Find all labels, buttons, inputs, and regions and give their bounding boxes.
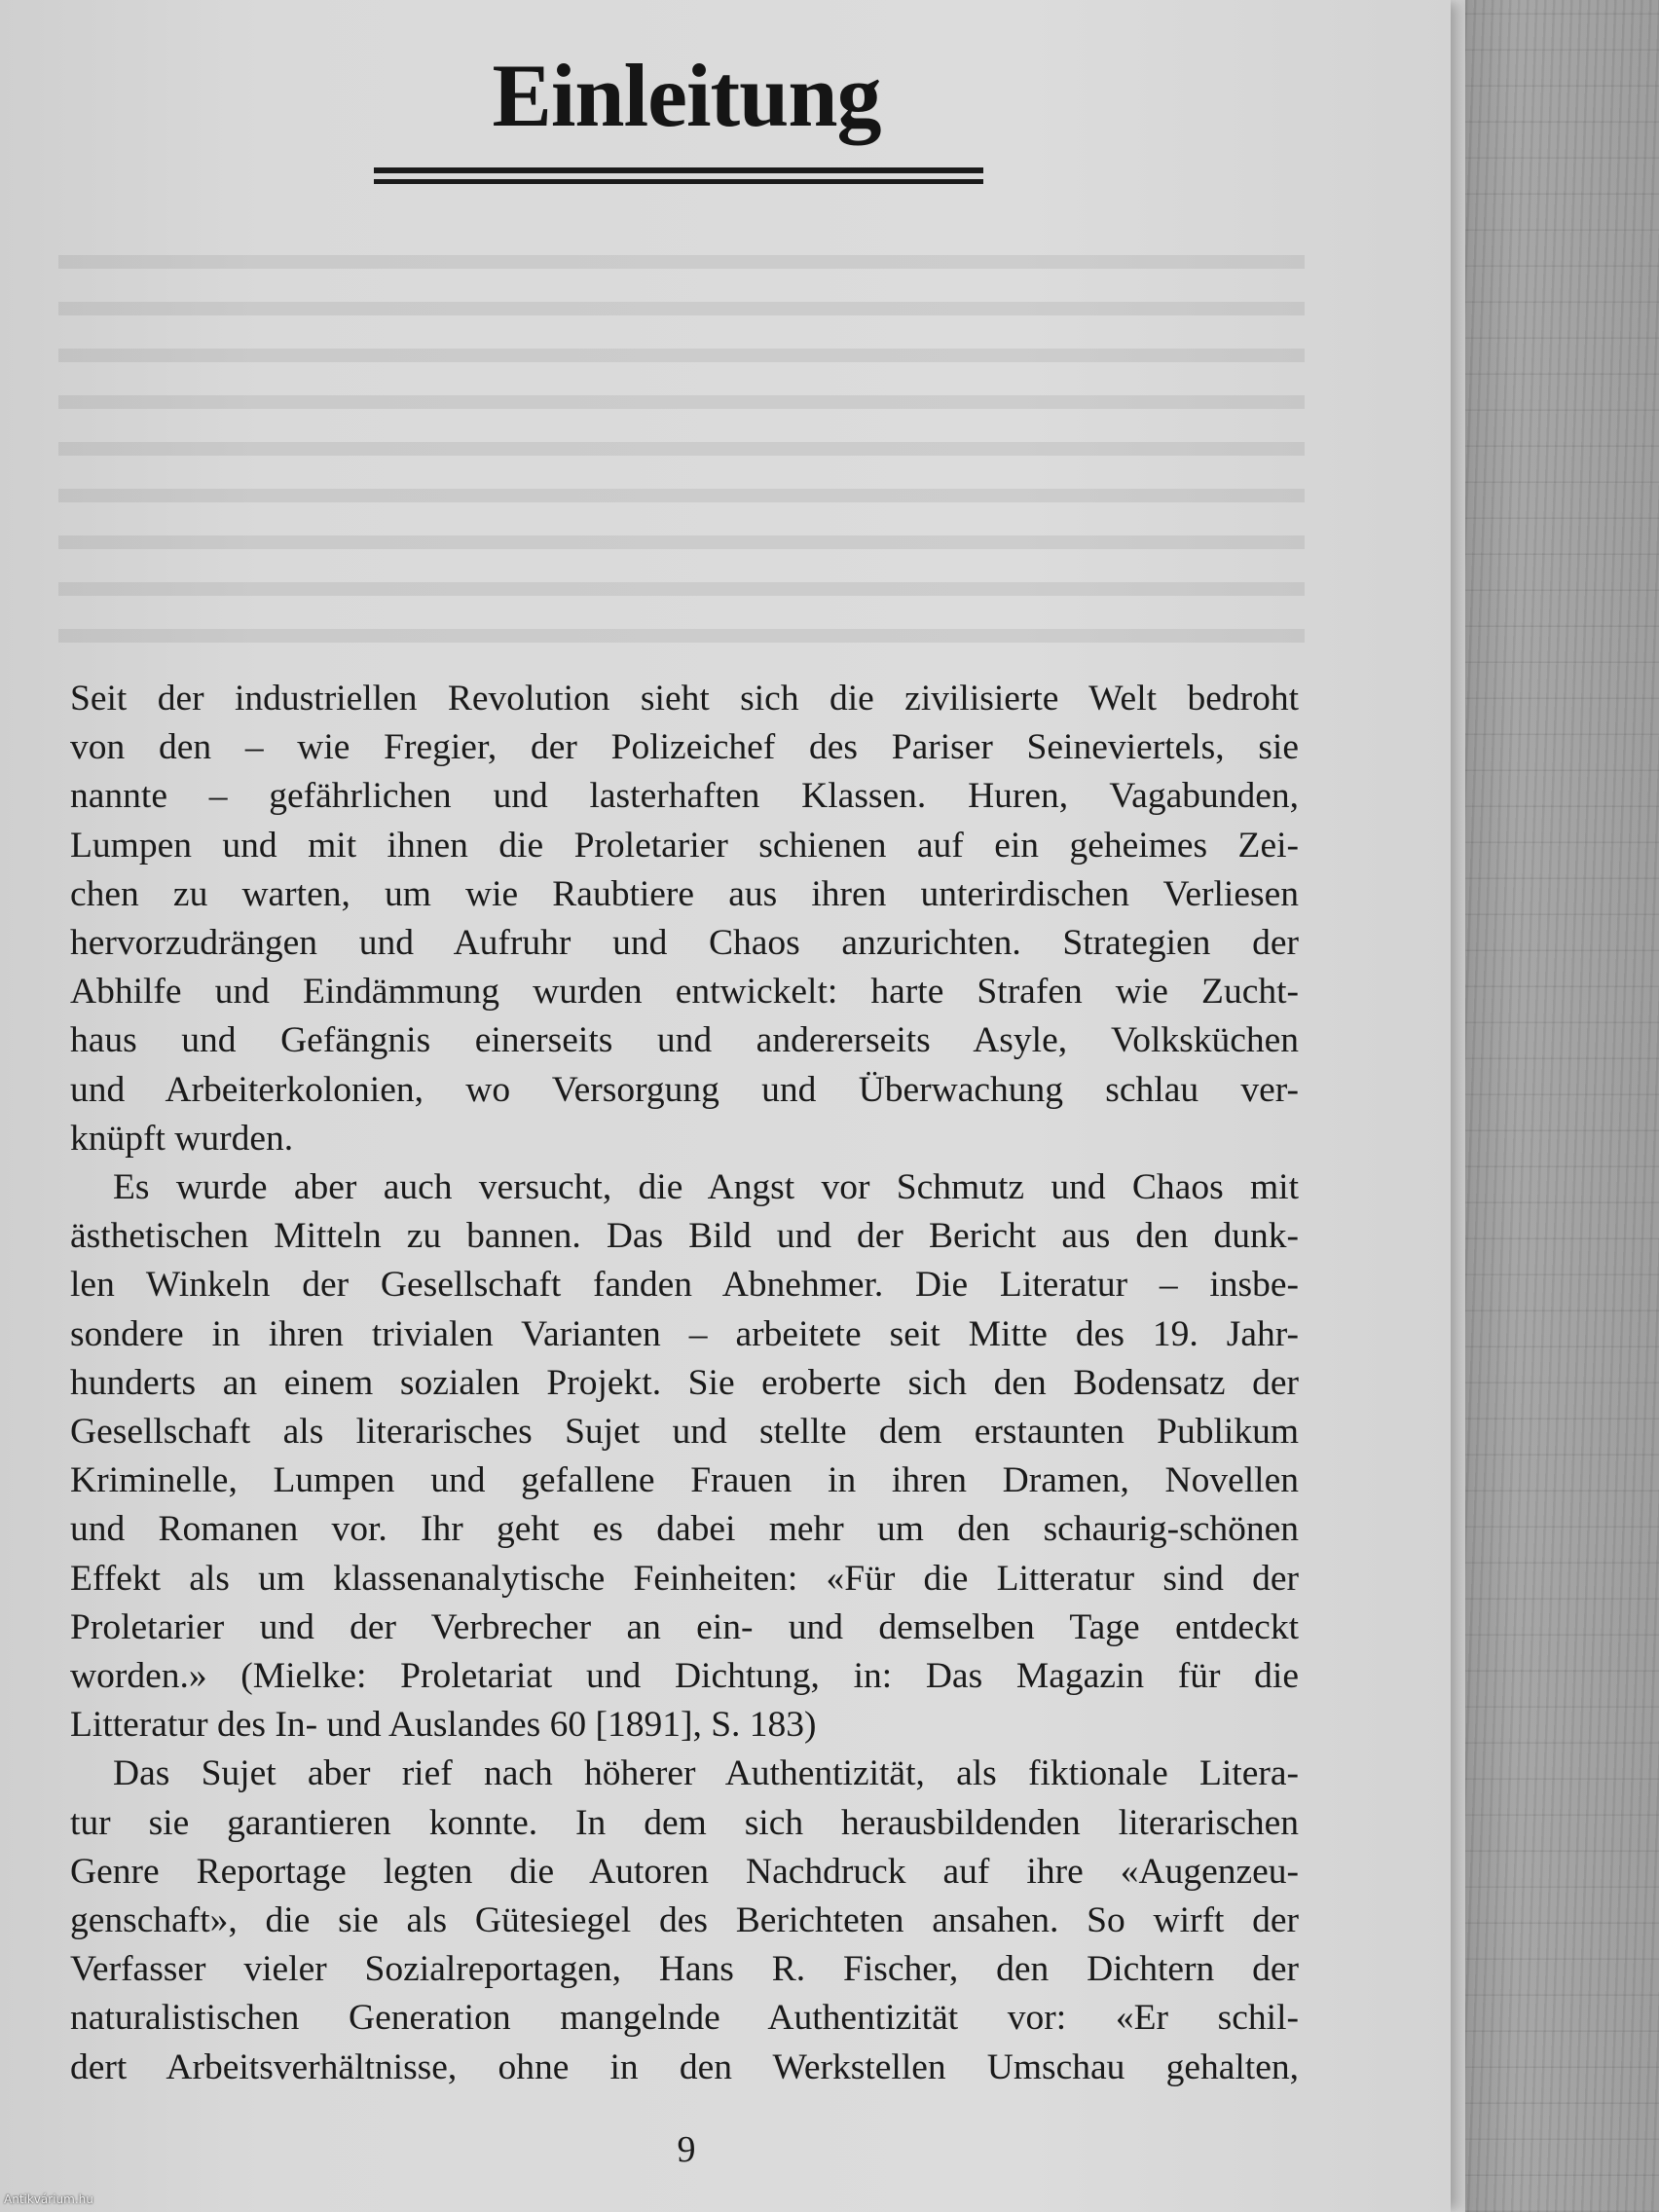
text-line: len Winkeln der Gesellschaft fanden Abnehmer. Die Literatur – insbe- bbox=[70, 1265, 1299, 1306]
page-number: 9 bbox=[677, 2129, 696, 2170]
watermark: Antikvárium.hu bbox=[4, 2193, 93, 2206]
paragraph-1 bbox=[70, 675, 1299, 1163]
text-line: und Romanen vor. Ihr geht es dabei mehr um den schaurig-schönen bbox=[70, 1509, 1299, 1550]
text-line: Gesellschaft als literarisches Sujet und stellte dem erstaunten Publikum bbox=[70, 1412, 1299, 1453]
text-line: genschaft», die sie als Gütesiegel des Berichteten ansahen. So wirft der bbox=[70, 1900, 1299, 1941]
heading-rule-bottom bbox=[374, 179, 983, 184]
body-text bbox=[70, 675, 1299, 2092]
text-line: worden.» (Mielke: Proletariat und Dichtung, in: Das Magazin für die bbox=[70, 1656, 1299, 1697]
text-line: knüpft wurden. bbox=[70, 1118, 294, 1159]
text-line: Litteratur des In- und Auslandes 60 [1891], S. 183) bbox=[70, 1705, 817, 1746]
text-line: haus und Gefängnis einerseits und andererseits Asyle, Volksküchen bbox=[70, 1020, 1299, 1061]
text-line: Seit der industriellen Revolution sieht sich die zivilisierte Welt bedroht bbox=[70, 679, 1299, 719]
text-line: naturalistischen Generation mangelnde Authentizität vor: «Er schil- bbox=[70, 1998, 1299, 2039]
text-line: hunderts an einem sozialen Projekt. Sie eroberte sich den Bodensatz der bbox=[70, 1362, 1299, 1403]
chapter-heading: Einleitung bbox=[492, 46, 881, 145]
text-line: und Arbeiterkolonien, wo Versorgung und Überwachung schlau ver- bbox=[70, 1069, 1299, 1110]
text-line: Effekt als um klassenanalytische Feinheiten: «Für die Litteratur sind der bbox=[70, 1558, 1299, 1599]
text-line: chen zu warten, um wie Raubtiere aus ihren unterirdischen Verliesen bbox=[70, 873, 1299, 914]
text-line: Verfasser vieler Sozialreportagen, Hans R. Fischer, den Dichtern der bbox=[70, 1949, 1299, 1990]
paragraph-2 bbox=[70, 1163, 1299, 1750]
text-line: Proletarier und der Verbrecher an ein- und demselben Tage entdeckt bbox=[70, 1606, 1299, 1647]
text-line: sondere in ihren trivialen Varianten – arbeitete seit Mitte des 19. Jahr- bbox=[70, 1313, 1299, 1354]
text-line: Abhilfe und Eindämmung wurden entwickelt: harte Strafen wie Zucht- bbox=[70, 972, 1299, 1013]
text-line: dert Arbeitsverhältnisse, ohne in den Werkstellen Umschau gehalten, bbox=[70, 2046, 1299, 2087]
text-line: tur sie garantieren konnte. In dem sich herausbildenden literarischen bbox=[70, 1802, 1299, 1843]
show-through-text bbox=[58, 224, 1305, 643]
text-line: Lumpen und mit ihnen die Proletarier schienen auf ein geheimes Zei- bbox=[70, 825, 1299, 866]
text-line: Kriminelle, Lumpen und gefallene Frauen in ihren Dramen, Novellen bbox=[70, 1460, 1299, 1501]
heading-rule-top bbox=[374, 167, 983, 173]
text-line: ästhetischen Mitteln zu bannen. Das Bild und der Bericht aus den dunk- bbox=[70, 1216, 1299, 1257]
text-line: von den – wie Fregier, der Polizeichef des Pariser Seineviertels, sie bbox=[70, 727, 1299, 768]
paragraph-3 bbox=[70, 1750, 1299, 2091]
text-line: nannte – gefährlichen und lasterhaften Klassen. Huren, Vagabunden, bbox=[70, 776, 1299, 817]
text-line: hervorzudrängen und Aufruhr und Chaos anzurichten. Strategien der bbox=[70, 923, 1299, 964]
text-line: Es wurde aber auch versucht, die Angst vor Schmutz und Chaos mit bbox=[113, 1167, 1299, 1208]
text-line: Genre Reportage legten die Autoren Nachdruck auf ihre «Augenzeu- bbox=[70, 1851, 1299, 1892]
text-line: Das Sujet aber rief nach höherer Authentizität, als fiktionale Litera- bbox=[113, 1753, 1299, 1794]
